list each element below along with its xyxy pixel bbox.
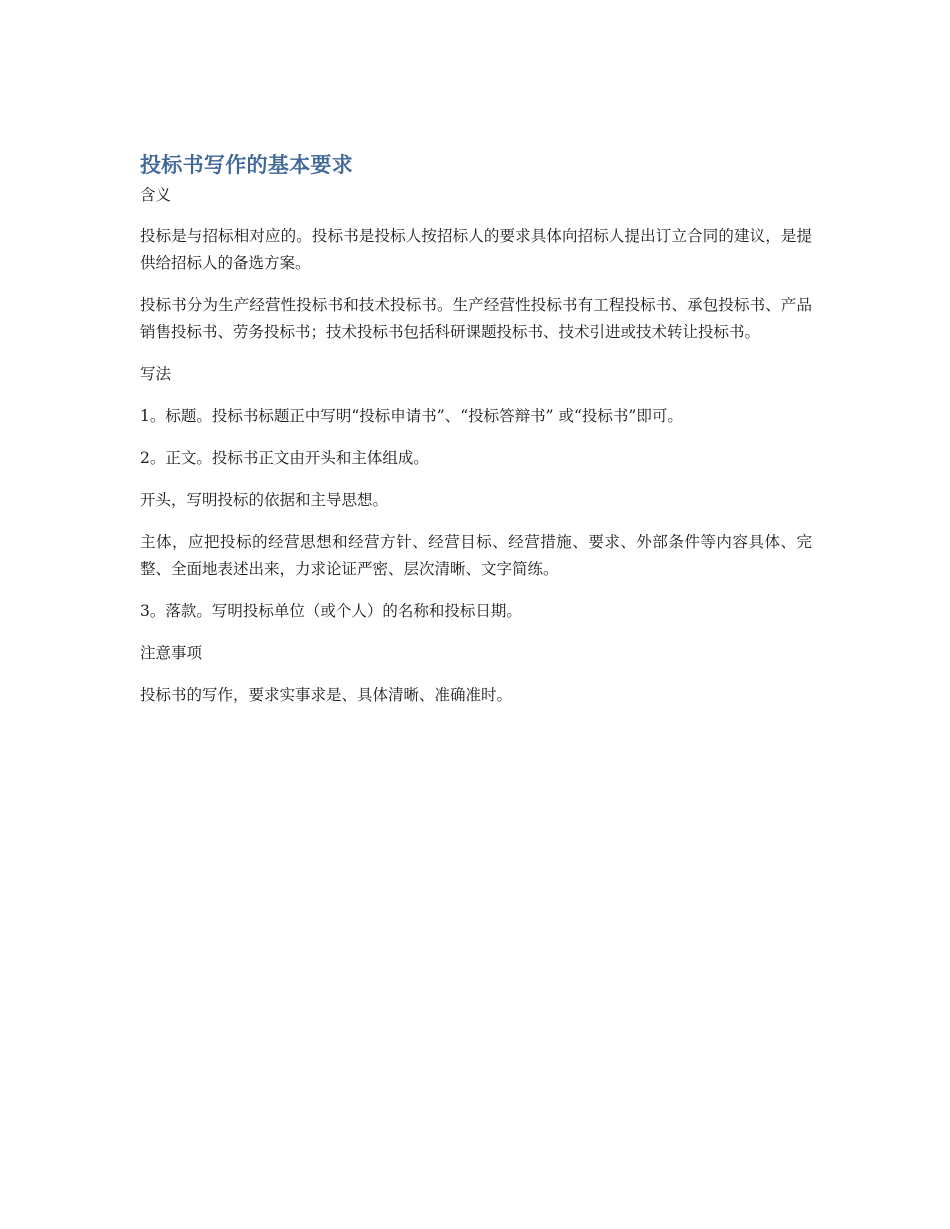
paragraph-notes-1: 投标书的写作，要求实事求是、具体清晰、准确准时。 bbox=[140, 686, 513, 704]
paragraph-method-opening: 开头，写明投标的依据和主导思想。 bbox=[140, 491, 389, 509]
paragraph-method-body: 主体，应把投标的经营思想和经营方针、经营目标、经营措施、要求、外部条件等内容具体、完整、全面地表述出来，力求论证严密、层次清晰、文字简练。 bbox=[140, 533, 812, 578]
section-heading-method: 写法 bbox=[140, 365, 172, 383]
document-page bbox=[140, 150, 812, 709]
paragraph-meaning-1: 投标是与招标相对应的。投标书是投标人按招标人的要求具体向招标人提出订立合同的建议，是提供给招标人的备选方案。 bbox=[140, 227, 812, 272]
section-heading-meaning: 含义 bbox=[140, 186, 172, 204]
section-heading-notes: 注意事项 bbox=[140, 644, 203, 662]
document-title: 投标书写作的基本要求 bbox=[140, 153, 353, 177]
paragraph-method-item-1: 1。标题。投标书标题正中写明“投标申请书”、“投标答辩书” 或“投标书”即可。 bbox=[140, 407, 683, 425]
paragraph-meaning-2: 投标书分为生产经营性投标书和技术投标书。生产经营性投标书有工程投标书、承包投标书、产品销售投标书、劳务投标书；技术投标书包括科研课题投标书、技术引进或技术转让投标书。 bbox=[140, 296, 812, 341]
paragraph-method-item-2: 2。正文。投标书正文由开头和主体组成。 bbox=[140, 449, 429, 467]
paragraph-method-item-3: 3。落款。写明投标单位（或个人）的名称和投标日期。 bbox=[140, 602, 522, 620]
